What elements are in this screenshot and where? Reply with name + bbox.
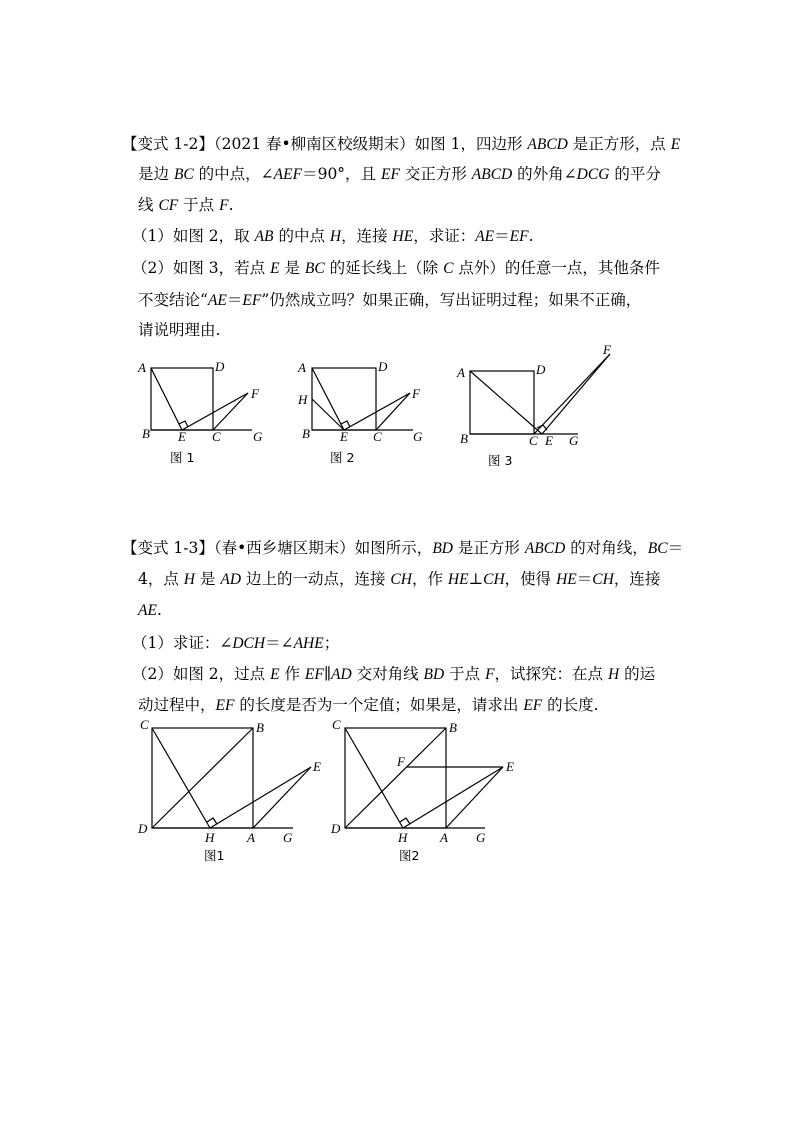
problem2-part-2: （2）如图 2，过点 E 作 EF∥AD 交对角线 BD 于点 F，试探究：在点 H 的运 bbox=[132, 665, 656, 683]
fig1-label-B: B bbox=[142, 426, 150, 441]
problem1-line-3: 线 CF 于点 F. bbox=[138, 196, 234, 214]
problem1-part-2-end: 请说明理由. bbox=[138, 321, 221, 339]
fig2-label-E: E bbox=[340, 429, 348, 444]
fig5-label-F: F bbox=[397, 754, 405, 769]
fig2-label-D: D bbox=[378, 359, 388, 374]
fig4-caption: 图1 bbox=[204, 848, 225, 863]
fig3-label-A: A bbox=[457, 365, 465, 380]
fig4-label-E: E bbox=[313, 759, 321, 774]
fig3-label-D: D bbox=[536, 362, 546, 377]
fig4-label-B: B bbox=[256, 720, 264, 735]
problem1-line-1: 【变式 1-2】（2021 春•柳南区校级期末）如图 1，四边形 ABCD 是正方形，点 E bbox=[122, 135, 681, 153]
fig1-label-A: A bbox=[138, 360, 146, 375]
fig4-label-H: H bbox=[205, 830, 215, 845]
fig5-label-G: G bbox=[476, 830, 486, 845]
fig2-label-H: H bbox=[298, 392, 308, 407]
fig5-label-D: D bbox=[331, 821, 341, 836]
fig3-label-G: G bbox=[569, 433, 579, 448]
problem2-source: （春•西乡塘区期末） bbox=[213, 539, 355, 557]
fig5-label-B: B bbox=[449, 720, 457, 735]
problem2-line-3: AE. bbox=[138, 601, 162, 619]
fig3-label-B: B bbox=[460, 431, 468, 446]
fig3-label-C: C bbox=[529, 433, 538, 448]
fig4-label-C: C bbox=[140, 717, 149, 732]
fig4-label-D: D bbox=[138, 821, 148, 836]
fig3-label-F: F bbox=[603, 342, 611, 357]
fig3-caption: 图 3 bbox=[488, 453, 513, 468]
fig5-label-H: H bbox=[398, 830, 408, 845]
problem1-source: （2021 春•柳南区校级期末） bbox=[213, 135, 415, 153]
problem1-part-1: （1）如图 2，取 AB 的中点 H，连接 HE，求证：AE＝EF. bbox=[132, 227, 534, 245]
fig2-caption: 图 2 bbox=[330, 450, 355, 465]
fig2-label-F: F bbox=[412, 386, 420, 401]
fig4-label-A: A bbox=[247, 830, 255, 845]
fig5-label-C: C bbox=[332, 717, 341, 732]
fig5-label-E: E bbox=[506, 759, 514, 774]
fig3-label-E: E bbox=[545, 433, 553, 448]
problem2-tag: 【变式 1-3】 bbox=[122, 539, 214, 557]
fig5-caption: 图2 bbox=[399, 848, 420, 863]
fig2-label-B: B bbox=[302, 426, 310, 441]
fig4-label-G: G bbox=[283, 830, 293, 845]
problem2-part-1: （1）求证：∠DCH＝∠AHE； bbox=[132, 634, 340, 652]
fig1-label-C: C bbox=[212, 429, 221, 444]
fig2-label-A: A bbox=[298, 360, 306, 375]
fig2-label-C: C bbox=[373, 429, 382, 444]
problem2-line-2: 4，点 H 是 AD 边上的一动点，连接 CH，作 HE⊥CH，使得 HE＝CH，连接 bbox=[138, 570, 661, 588]
problem1-line-2: 是边 BC 的中点，∠AEF＝90°，且 EF 交正方形 ABCD 的外角∠DCG 的平分 bbox=[138, 165, 661, 183]
fig1-label-F: F bbox=[251, 386, 259, 401]
fig5-label-A: A bbox=[440, 830, 448, 845]
fig1-label-E: E bbox=[178, 429, 186, 444]
problem1-part-2-cont: 不变结论“AE＝EF”仍然成立吗？如果正确，写出证明过程；如果不正确， bbox=[138, 291, 642, 309]
problem2-part-2-cont: 动过程中，EF 的长度是否为一个定值；如果是，请求出 EF 的长度. bbox=[138, 696, 599, 714]
fig1-label-D: D bbox=[215, 359, 225, 374]
fig2-label-G: G bbox=[413, 429, 423, 444]
problem1-tag: 【变式 1-2】 bbox=[122, 135, 214, 153]
problem1-part-2: （2）如图 3，若点 E 是 BC 的延长线上（除 C 点外）的任意一点，其他条件 bbox=[132, 259, 660, 277]
fig1-label-G: G bbox=[253, 429, 263, 444]
fig1-caption: 图 1 bbox=[170, 450, 195, 465]
problem2-line-1: 【变式 1-3】（春•西乡塘区期末）如图所示，BD 是正方形 ABCD 的对角线，BC＝ bbox=[122, 539, 684, 557]
